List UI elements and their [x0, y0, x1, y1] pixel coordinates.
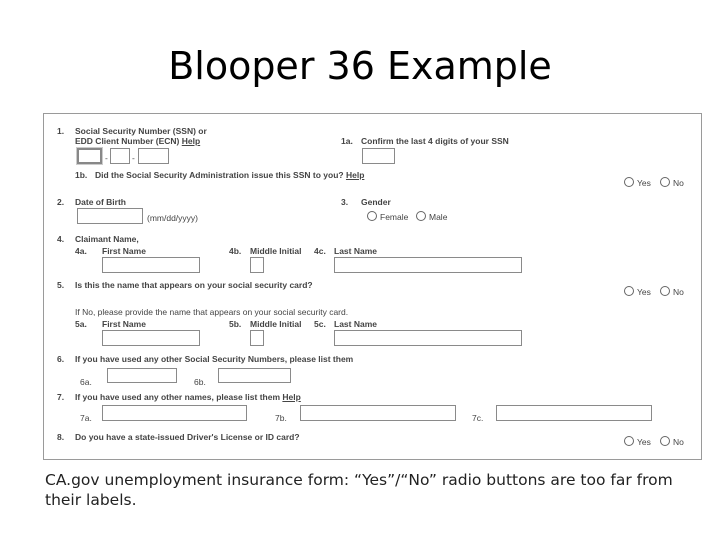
- other-ssn-1-input[interactable]: [107, 368, 177, 383]
- q7b-number: 7b.: [275, 413, 287, 423]
- last-name-input[interactable]: [334, 257, 522, 273]
- q1-help-link[interactable]: Help: [181, 136, 201, 146]
- ssn-part3-input[interactable]: [138, 148, 169, 164]
- gender-male-label: Male: [429, 212, 448, 222]
- gender-female-radio[interactable]: [367, 211, 377, 221]
- q5-number: 5.: [57, 280, 65, 290]
- q5b-number: 5b.: [229, 319, 242, 329]
- q1-label-line1: Social Security Number (SSN) or: [75, 126, 207, 136]
- other-name-3-input[interactable]: [496, 405, 652, 421]
- q8-yes-label: Yes: [637, 437, 651, 447]
- q5c-label: Last Name: [334, 319, 377, 329]
- q1-label-line2: EDD Client Number (ECN) Help: [75, 136, 201, 146]
- q3-number: 3.: [341, 197, 349, 207]
- ssc-middle-initial-input[interactable]: [250, 330, 264, 346]
- q4b-number: 4b.: [229, 246, 242, 256]
- unemployment-form: [43, 113, 702, 460]
- q4-number: 4.: [57, 234, 65, 244]
- q5b-label: Middle Initial: [250, 319, 302, 329]
- q6-label: If you have used any other Social Security Numbers, please list them: [75, 354, 354, 364]
- q5-label: Is this the name that appears on your social security card?: [75, 280, 313, 290]
- q4a-label: First Name: [102, 246, 146, 256]
- q4a-number: 4a.: [75, 246, 87, 256]
- q5-no-label: No: [673, 287, 684, 297]
- ssn-last4-input[interactable]: [362, 148, 395, 164]
- q1b-number: 1b.: [75, 170, 88, 180]
- other-name-1-input[interactable]: [102, 405, 247, 421]
- q8-label: Do you have a state-issued Driver's License or ID card?: [75, 432, 300, 442]
- other-ssn-2-input[interactable]: [218, 368, 291, 383]
- ssn-dash-1: -: [105, 153, 108, 163]
- q7-help-link[interactable]: Help: [282, 392, 301, 402]
- date-of-birth-input[interactable]: [77, 208, 143, 224]
- q4c-number: 4c.: [314, 246, 326, 256]
- q4-label: Claimant Name,: [75, 234, 139, 244]
- dob-format-hint: (mm/dd/yyyy): [147, 213, 198, 223]
- q8-no-label: No: [673, 437, 684, 447]
- q3-label: Gender: [361, 197, 391, 207]
- q6-number: 6.: [57, 354, 65, 364]
- slide-title: Blooper 36 Example: [168, 44, 552, 88]
- q7a-number: 7a.: [80, 413, 92, 423]
- q1a-label: Confirm the last 4 digits of your SSN: [361, 136, 509, 146]
- q1a-number: 1a.: [341, 136, 353, 146]
- q5a-label: First Name: [102, 319, 146, 329]
- q4b-label: Middle Initial: [250, 246, 302, 256]
- other-name-2-input[interactable]: [300, 405, 456, 421]
- q5-if-no-instruction: If No, please provide the name that appears on your social security card.: [75, 307, 349, 317]
- q5-yes-label: Yes: [637, 287, 651, 297]
- ssn-part2-input[interactable]: [110, 148, 130, 164]
- q8-number: 8.: [57, 432, 65, 442]
- q1b-help-link[interactable]: Help: [345, 170, 365, 180]
- q7-number: 7.: [57, 392, 65, 402]
- q1b-label: Did the Social Security Administration issue this SSN to you? Help: [95, 170, 365, 180]
- ssc-first-name-input[interactable]: [102, 330, 200, 346]
- ssn-dash-2: -: [132, 153, 135, 163]
- q1b-no-radio[interactable]: [660, 177, 670, 187]
- q1b-no-label: No: [673, 178, 684, 188]
- q1b-yes-label: Yes: [637, 178, 651, 188]
- ssn-part1-input[interactable]: [77, 148, 102, 164]
- gender-female-label: Female: [380, 212, 409, 222]
- q7-label: If you have used any other names, please list them Help: [75, 392, 301, 402]
- q5a-number: 5a.: [75, 319, 87, 329]
- middle-initial-input[interactable]: [250, 257, 264, 273]
- slide-caption: CA.gov unemployment insurance form: “Yes”/“No” radio buttons are too far from their labels.: [45, 471, 673, 509]
- q5-yes-radio[interactable]: [624, 286, 634, 296]
- q8-no-radio[interactable]: [660, 436, 670, 446]
- q1-number: 1.: [57, 126, 65, 136]
- q4c-label: Last Name: [334, 246, 377, 256]
- q5c-number: 5c.: [314, 319, 326, 329]
- q7c-number: 7c.: [472, 413, 484, 423]
- first-name-input[interactable]: [102, 257, 200, 273]
- q1b-yes-radio[interactable]: [624, 177, 634, 187]
- gender-male-radio[interactable]: [416, 211, 426, 221]
- q8-yes-radio[interactable]: [624, 436, 634, 446]
- ssc-last-name-input[interactable]: [334, 330, 522, 346]
- q6a-number: 6a.: [80, 377, 92, 387]
- q2-label: Date of Birth: [75, 197, 126, 207]
- q5-no-radio[interactable]: [660, 286, 670, 296]
- q2-number: 2.: [57, 197, 65, 207]
- q6b-number: 6b.: [194, 377, 206, 387]
